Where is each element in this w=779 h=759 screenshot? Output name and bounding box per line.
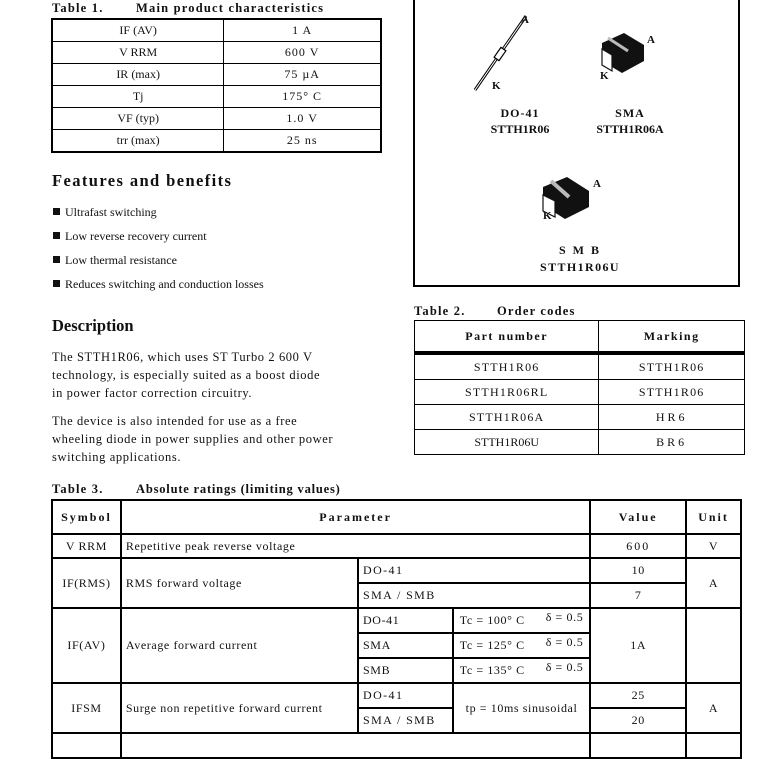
value-cell: 20 bbox=[590, 708, 686, 733]
sma-cathode-label: K bbox=[600, 70, 609, 82]
param-cell: IR (max) bbox=[52, 64, 224, 86]
smb-package-name: S M B bbox=[558, 243, 601, 257]
marking-cell: BR6 bbox=[599, 430, 745, 455]
features-heading: Features and benefits bbox=[52, 171, 233, 190]
param-cell: trr (max) bbox=[52, 130, 224, 153]
value-cell: 175° C bbox=[224, 86, 381, 108]
feature-item bbox=[53, 253, 177, 268]
value-cell: 600 V bbox=[224, 42, 381, 64]
feature-item bbox=[53, 229, 207, 244]
value-cell: 7 bbox=[590, 583, 686, 608]
symbol-cell: IFSM bbox=[52, 683, 121, 733]
param-cell: IF (AV) bbox=[52, 19, 224, 42]
parameter-cell: Surge non repetitive forward current bbox=[121, 683, 358, 733]
table-header-row bbox=[415, 321, 745, 354]
value-cell: 600 bbox=[590, 534, 686, 558]
package-cell: SMA bbox=[358, 633, 453, 658]
package-cell: SMA / SMB bbox=[358, 583, 590, 608]
table3-caption bbox=[52, 482, 341, 497]
value-cell: 25 ns bbox=[224, 130, 381, 153]
do41-part-number: STTH1R06 bbox=[490, 122, 550, 136]
unit-cell: A bbox=[686, 683, 741, 733]
sma-part-number: STTH1R06A bbox=[596, 122, 664, 136]
do41-cathode-label: K bbox=[492, 80, 501, 92]
condition-cell bbox=[453, 633, 591, 658]
table-row bbox=[52, 733, 741, 758]
temperature-condition: Tc = 125° C bbox=[459, 638, 525, 652]
table-row bbox=[52, 86, 381, 108]
parameter-cell: Repetitive peak reverse voltage bbox=[121, 534, 590, 558]
package-cell: SMB bbox=[358, 658, 453, 683]
bullet-icon bbox=[53, 256, 60, 263]
marking-cell: STTH1R06 bbox=[599, 353, 745, 380]
value-cell: 1 A bbox=[224, 19, 381, 42]
part-number-cell: STTH1R06A bbox=[415, 405, 599, 430]
package-cell: DO-41 bbox=[358, 558, 590, 583]
value-cell: 1.0 V bbox=[224, 108, 381, 130]
sma-anode-label: A bbox=[647, 34, 655, 46]
do41-package-name: DO-41 bbox=[500, 106, 540, 120]
text-line: The STTH1R06, which uses ST Turbo 2 600 V bbox=[52, 350, 313, 364]
package-illustrations-box bbox=[413, 0, 740, 287]
text-line: The device is also intended for use as a free bbox=[52, 414, 298, 428]
table1-caption bbox=[52, 1, 324, 16]
empty-cell bbox=[686, 733, 741, 758]
temperature-condition: Tc = 100° C bbox=[459, 613, 525, 627]
table-row bbox=[52, 608, 741, 633]
value-cell: 1A bbox=[590, 608, 686, 683]
parameter-cell: RMS forward voltage bbox=[121, 558, 358, 608]
param-cell: Tj bbox=[52, 86, 224, 108]
marking-cell: HR6 bbox=[599, 405, 745, 430]
main-characteristics-table bbox=[51, 18, 382, 153]
column-header: Marking bbox=[599, 321, 745, 354]
table-row bbox=[52, 130, 381, 153]
bullet-icon bbox=[53, 280, 60, 287]
temperature-condition: Tc = 135° C bbox=[459, 663, 525, 677]
text-line: switching applications. bbox=[52, 450, 182, 464]
package-cell: DO-41 bbox=[358, 683, 453, 708]
table1-caption-num: Table 1. bbox=[52, 1, 104, 15]
unit-cell: A bbox=[686, 558, 741, 608]
value-cell: 25 bbox=[590, 683, 686, 708]
table-row bbox=[415, 405, 745, 430]
text-line: in power factor correction circuitry. bbox=[52, 386, 253, 400]
part-number-cell: STTH1R06RL bbox=[415, 380, 599, 405]
do41-anode-label: A bbox=[521, 14, 529, 26]
smb-part-number: STTH1R06U bbox=[540, 260, 620, 274]
feature-item bbox=[53, 205, 157, 220]
table-row bbox=[52, 534, 741, 558]
column-header: Parameter bbox=[121, 500, 590, 534]
duty-cycle: δ = 0.5 bbox=[545, 635, 584, 649]
table-header-row bbox=[52, 500, 741, 534]
table1-caption-title: Main product characteristics bbox=[136, 1, 325, 15]
column-header: Symbol bbox=[52, 500, 121, 534]
part-number-cell: STTH1R06U bbox=[415, 430, 599, 455]
bullet-icon bbox=[53, 232, 60, 239]
table2-caption bbox=[414, 304, 576, 319]
table-row bbox=[52, 64, 381, 86]
bullet-icon bbox=[53, 208, 60, 215]
symbol-cell: V RRM bbox=[52, 534, 121, 558]
value-cell: 10 bbox=[590, 558, 686, 583]
sma-package-name: SMA bbox=[615, 106, 645, 120]
symbol-cell: IF(RMS) bbox=[52, 558, 121, 608]
condition-cell bbox=[453, 608, 591, 633]
empty-cell bbox=[52, 733, 121, 758]
smb-anode-label: A bbox=[593, 178, 601, 190]
absolute-ratings-table bbox=[51, 499, 742, 759]
unit-cell bbox=[686, 608, 741, 683]
condition-cell: tp = 10ms sinusoidal bbox=[453, 683, 591, 733]
value-cell: 75 µA bbox=[224, 64, 381, 86]
table-row bbox=[52, 42, 381, 64]
param-cell: V RRM bbox=[52, 42, 224, 64]
order-codes-table bbox=[414, 320, 745, 455]
column-header: Unit bbox=[686, 500, 741, 534]
empty-cell bbox=[121, 733, 590, 758]
table-row bbox=[415, 430, 745, 455]
feature-text: Low reverse recovery current bbox=[65, 229, 207, 243]
duty-cycle: δ = 0.5 bbox=[545, 660, 584, 674]
feature-text: Low thermal resistance bbox=[65, 253, 177, 267]
unit-cell: V bbox=[686, 534, 741, 558]
description-paragraph-2 bbox=[52, 412, 372, 466]
part-number-cell: STTH1R06 bbox=[415, 353, 599, 380]
description-paragraph-1 bbox=[52, 348, 372, 402]
feature-item bbox=[53, 277, 264, 292]
feature-text: Reduces switching and conduction losses bbox=[65, 277, 264, 291]
package-cell: DO-41 bbox=[358, 608, 453, 633]
condition-cell bbox=[453, 658, 591, 683]
column-header: Value bbox=[590, 500, 686, 534]
smb-cathode-label: K bbox=[543, 210, 552, 222]
duty-cycle: δ = 0.5 bbox=[545, 610, 584, 624]
feature-text: Ultrafast switching bbox=[65, 205, 157, 219]
table-row bbox=[52, 108, 381, 130]
table3-caption-title: Absolute ratings (limiting values) bbox=[136, 482, 341, 496]
symbol-cell: IF(AV) bbox=[52, 608, 121, 683]
table2-caption-num: Table 2. bbox=[414, 304, 466, 318]
table-row bbox=[415, 380, 745, 405]
table-row bbox=[415, 353, 745, 380]
table2-caption-title: Order codes bbox=[497, 304, 576, 318]
column-header: Part number bbox=[415, 321, 599, 354]
param-cell: VF (typ) bbox=[52, 108, 224, 130]
parameter-cell: Average forward current bbox=[121, 608, 358, 683]
table-row bbox=[52, 558, 741, 583]
empty-cell bbox=[590, 733, 686, 758]
package-cell: SMA / SMB bbox=[358, 708, 453, 733]
table-row bbox=[52, 683, 741, 708]
text-line: wheeling diode in power supplies and other power bbox=[52, 432, 334, 446]
description-heading: Description bbox=[52, 316, 134, 335]
marking-cell: STTH1R06 bbox=[599, 380, 745, 405]
table3-caption-num: Table 3. bbox=[52, 482, 104, 496]
table-row bbox=[52, 19, 381, 42]
text-line: technology, is especially suited as a boost diode bbox=[52, 368, 321, 382]
